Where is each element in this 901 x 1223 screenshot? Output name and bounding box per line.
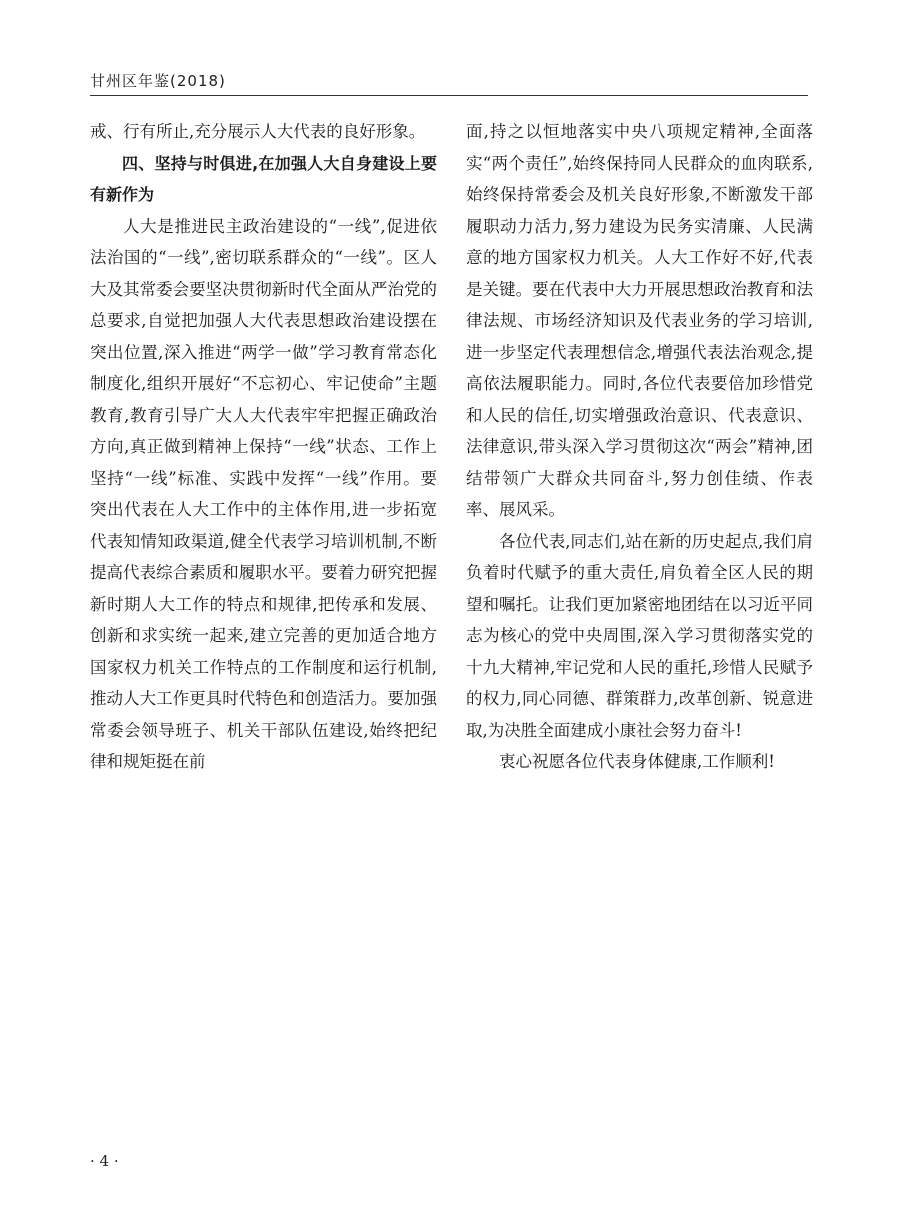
closing-paragraph: 各位代表,同志们,站在新的历史起点,我们肩负着时代赋予的重大责任,肩负着全区人民的期望和嘱托。让我们更加紧密地团结在以习近平同志为核心的党中央周围,深入学习贯彻落实党的十九大精神,牢记党和人民的重托,珍惜人民赋予的权力,同心同德、群策群力,改革创新、锐意进取,为决胜全面建成小康社会努力奋斗! <box>466 531 813 740</box>
running-header: 甘州区年鉴(2018) <box>90 72 226 90</box>
closing-wishes: 衷心祝愿各位代表身体健康,工作顺利! <box>499 752 775 771</box>
right-column <box>466 116 813 778</box>
left-column <box>90 116 437 778</box>
right-continued-paragraph: 面,持之以恒地落实中央八项规定精神,全面落实“两个责任”,始终保持同人民群众的血肉联系,始终保持常委会及机关良好形象,不断激发干部履职动力活力,努力建设为民务实清廉、人民满意的地方国家权力机关。人大工作好不好,代表是关键。要在代表中大力开展思想政治教育和法律法规、市场经济知识及代表业务的学习培训,进一步坚定代表理想信念,增强代表法治观念,提高依法履职能力。同时,各位代表要倍加珍惜党和人民的信任,切实增强政治意识、代表意识、法律意识,带头深入学习贯彻这次“两会”精神,团结带领广大群众共同奋斗,努力创佳绩、作表率、展风采。 <box>466 122 813 519</box>
header-rule <box>90 95 808 96</box>
left-continued-paragraph: 戒、行有所止,充分展示人大代表的良好形象。 <box>90 122 426 141</box>
page-number: · 4 · <box>90 1152 119 1170</box>
section-heading: 四、坚持与时俱进,在加强人大自身建设上要有新作为 <box>90 153 437 204</box>
left-body-paragraph: 人大是推进民主政治建设的“一线”,促进依法治国的“一线”,密切联系群众的“一线”。区人大及其常委会要坚决贯彻新时代全面从严治党的总要求,自觉把加强人大代表思想政治建设摆在突出位置,深入推进“两学一做”学习教育常态化制度化,组织开展好“不忘初心、牢记使命”主题教育,教育引导广大人大代表牢牢把握正确政治方向,真正做到精神上保持“一线”状态、工作上坚持“一线”标准、实践中发挥“一线”作用。要突出代表在人大工作中的主体作用,进一步拓宽代表知情知政渠道,健全代表学习培训机制,不断提高代表综合素质和履职水平。要着力研究把握新时期人大工作的特点和规律,把传承和发展、创新和求实统一起来,建立完善的更加适合地方国家权力机关工作特点的工作制度和运行机制,推动人大工作更具时代特色和创造活力。要加强常委会领导班子、机关干部队伍建设,始终把纪律和规矩挺在前 <box>90 216 437 771</box>
